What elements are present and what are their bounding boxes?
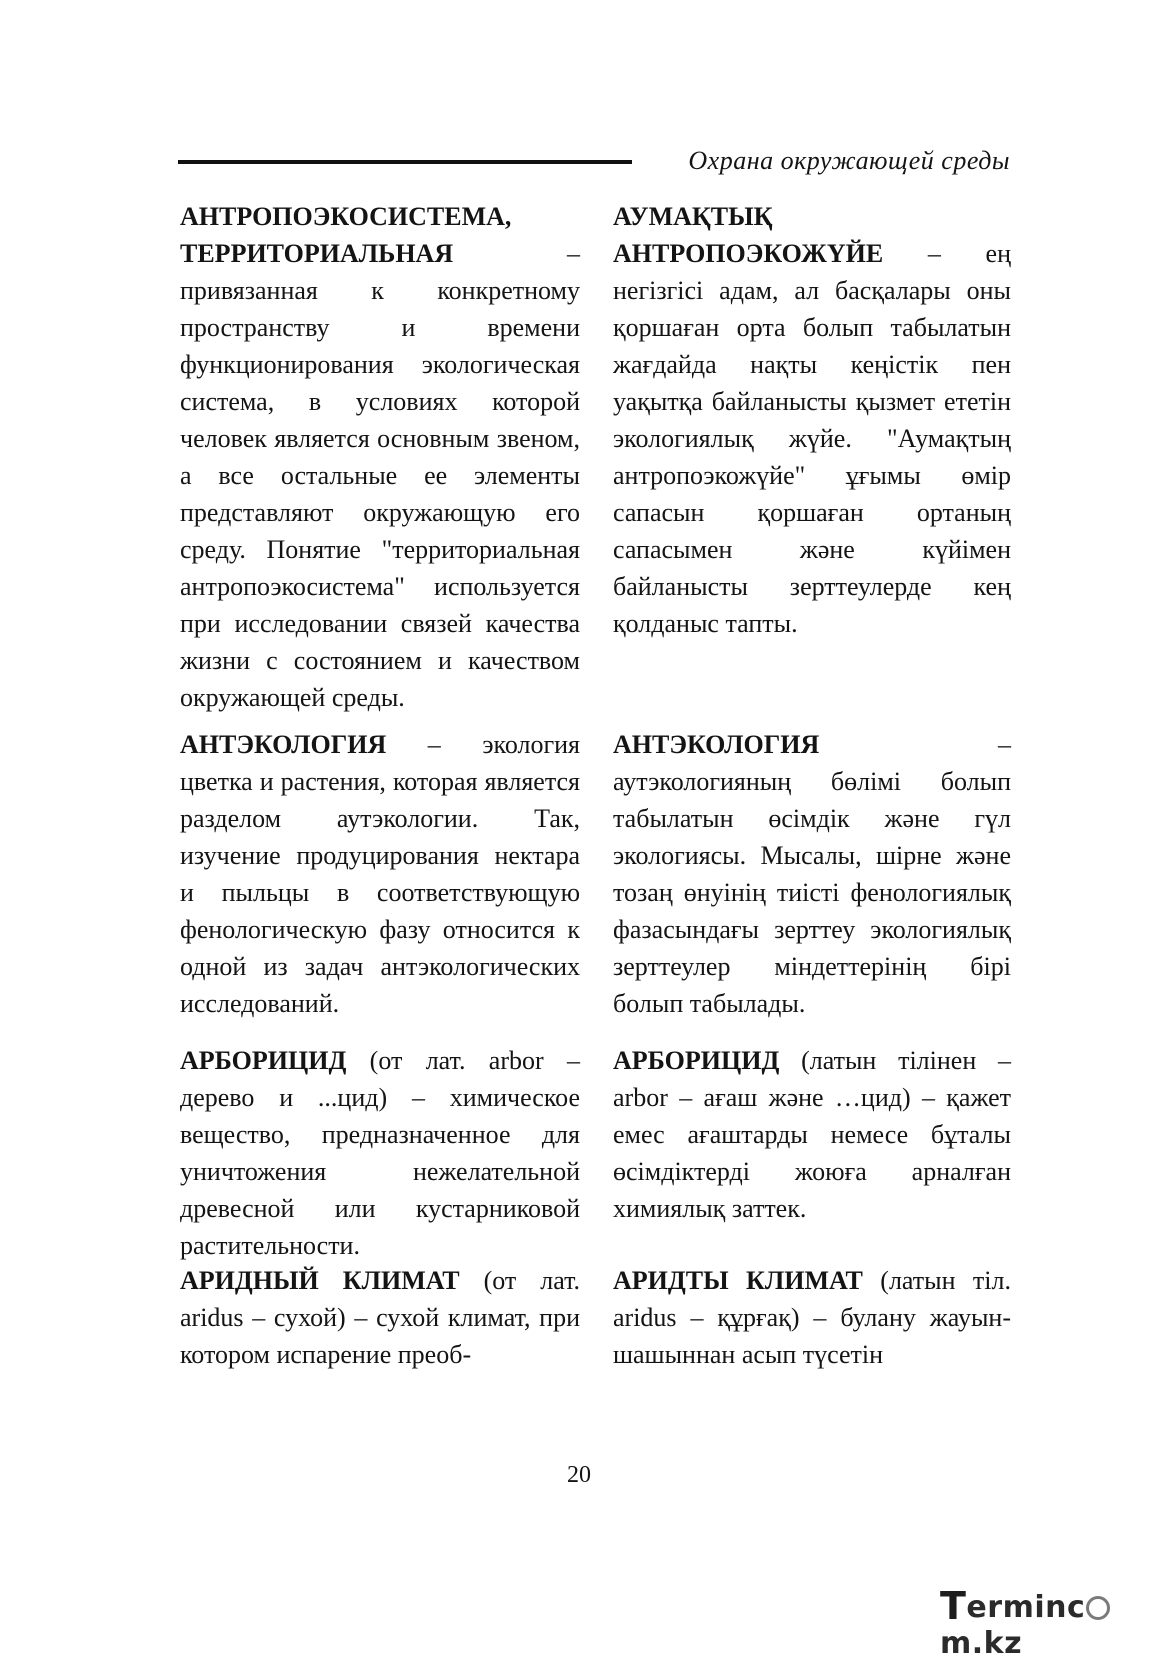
entry-definition: – привязанная к конкретному пространству и времени функционирования экологическая система, в условиях которой человек является основным звеном, а все остальные ее элементы представляют окружающую его среду. Понятие "территориальная антропоэкосистема" используется при исследовании связей качества жизни с состоянием и качеством окружающей среды. xyxy=(180,239,580,712)
entry-definition: – ең негізгісі адам, ал басқалары оны қоршаған орта болып табылатын жағдайда нақты кеңістік пен уақытқа байланысты қызмет ететін экологиялық жүйе. "Аумақтың антропоэкожүйе" ұғымы өмір сапасын қоршаған ортаның сапасымен және күйімен байланысты зерттеулерде кең қолданыс тапты. xyxy=(613,239,1011,638)
entry-definition: (от лат. arbor – дерево и ...цид) – химическое вещество, предназначенное для уничтожения нежелательной древесной или кустарниковой растительности. xyxy=(180,1046,580,1260)
entry-term: АРИДНЫЙ КЛИМАТ xyxy=(180,1266,460,1295)
entry-definition: (латын тілінен – arbor – ағаш және …цид) – қажет емес ағаштарды немесе бұталы өсімдіктерді жоюға арналған химиялық заттек. xyxy=(613,1046,1011,1223)
entry-arboricide-kz xyxy=(613,1042,1011,1227)
entry-antecology-ru xyxy=(180,726,580,1022)
entry-antropoecosystem-kz xyxy=(613,198,1011,642)
entry-antecology-kz xyxy=(613,726,1011,1022)
running-header-title: Охрана окружающей среды xyxy=(688,146,1010,175)
entry-term: АРИДТЫ КЛИМАТ xyxy=(613,1266,863,1295)
termincom-watermark-logo xyxy=(940,1582,1150,1661)
entry-definition: – экология цветка и растения, которая является разделом аутэкологии. Так, изучение продуцирования нектара и пыльцы в соответствующую фенологическую фазу относится к одной из задач антэкологических исследований. xyxy=(180,730,580,1018)
entry-antropoecosystem-ru xyxy=(180,198,580,716)
entry-term: АРБОРИЦИД xyxy=(613,1046,780,1075)
page-number: 20 xyxy=(567,1462,591,1488)
entry-definition: – аутэкологияның бөлімі болып табылатын өсімдік және гүл экологиясы. Мысалы, шірне және тозаң өнуінің тиісті фенологиялық фазасындағы зерттеу экологиялық зерттеулер міндеттерінің бірі болып табылады. xyxy=(613,730,1011,1018)
entry-term: АНТРОПОЭКОСИСТЕМА, ТЕРРИТОРИАЛЬНАЯ xyxy=(180,202,512,268)
entry-arid-climate-kz xyxy=(613,1262,1011,1373)
watermark-text-part2: m.kz xyxy=(940,1626,1023,1661)
watermark-first-letter: T xyxy=(940,1584,967,1628)
header-rule xyxy=(178,160,632,164)
entry-definition: (латын тіл. aridus – құрғақ) – булану жауын-шашыннан асып түсетін xyxy=(613,1266,1011,1369)
entry-term: АУМАҚТЫҚ АНТРОПОЭКОЖҮЙЕ xyxy=(613,202,884,268)
watermark-text-part1: erminc xyxy=(966,1590,1086,1625)
entry-arid-climate-ru xyxy=(180,1262,580,1373)
entry-definition: (от лат. aridus – сухой) – сухой климат, при котором испарение преоб- xyxy=(180,1266,580,1369)
watermark-ring-icon xyxy=(1086,1596,1110,1620)
entry-arboricide-ru xyxy=(180,1042,580,1264)
entry-term: АНТЭКОЛОГИЯ xyxy=(613,730,820,759)
entry-term: АРБОРИЦИД xyxy=(180,1046,347,1075)
entry-term: АНТЭКОЛОГИЯ xyxy=(180,730,387,759)
